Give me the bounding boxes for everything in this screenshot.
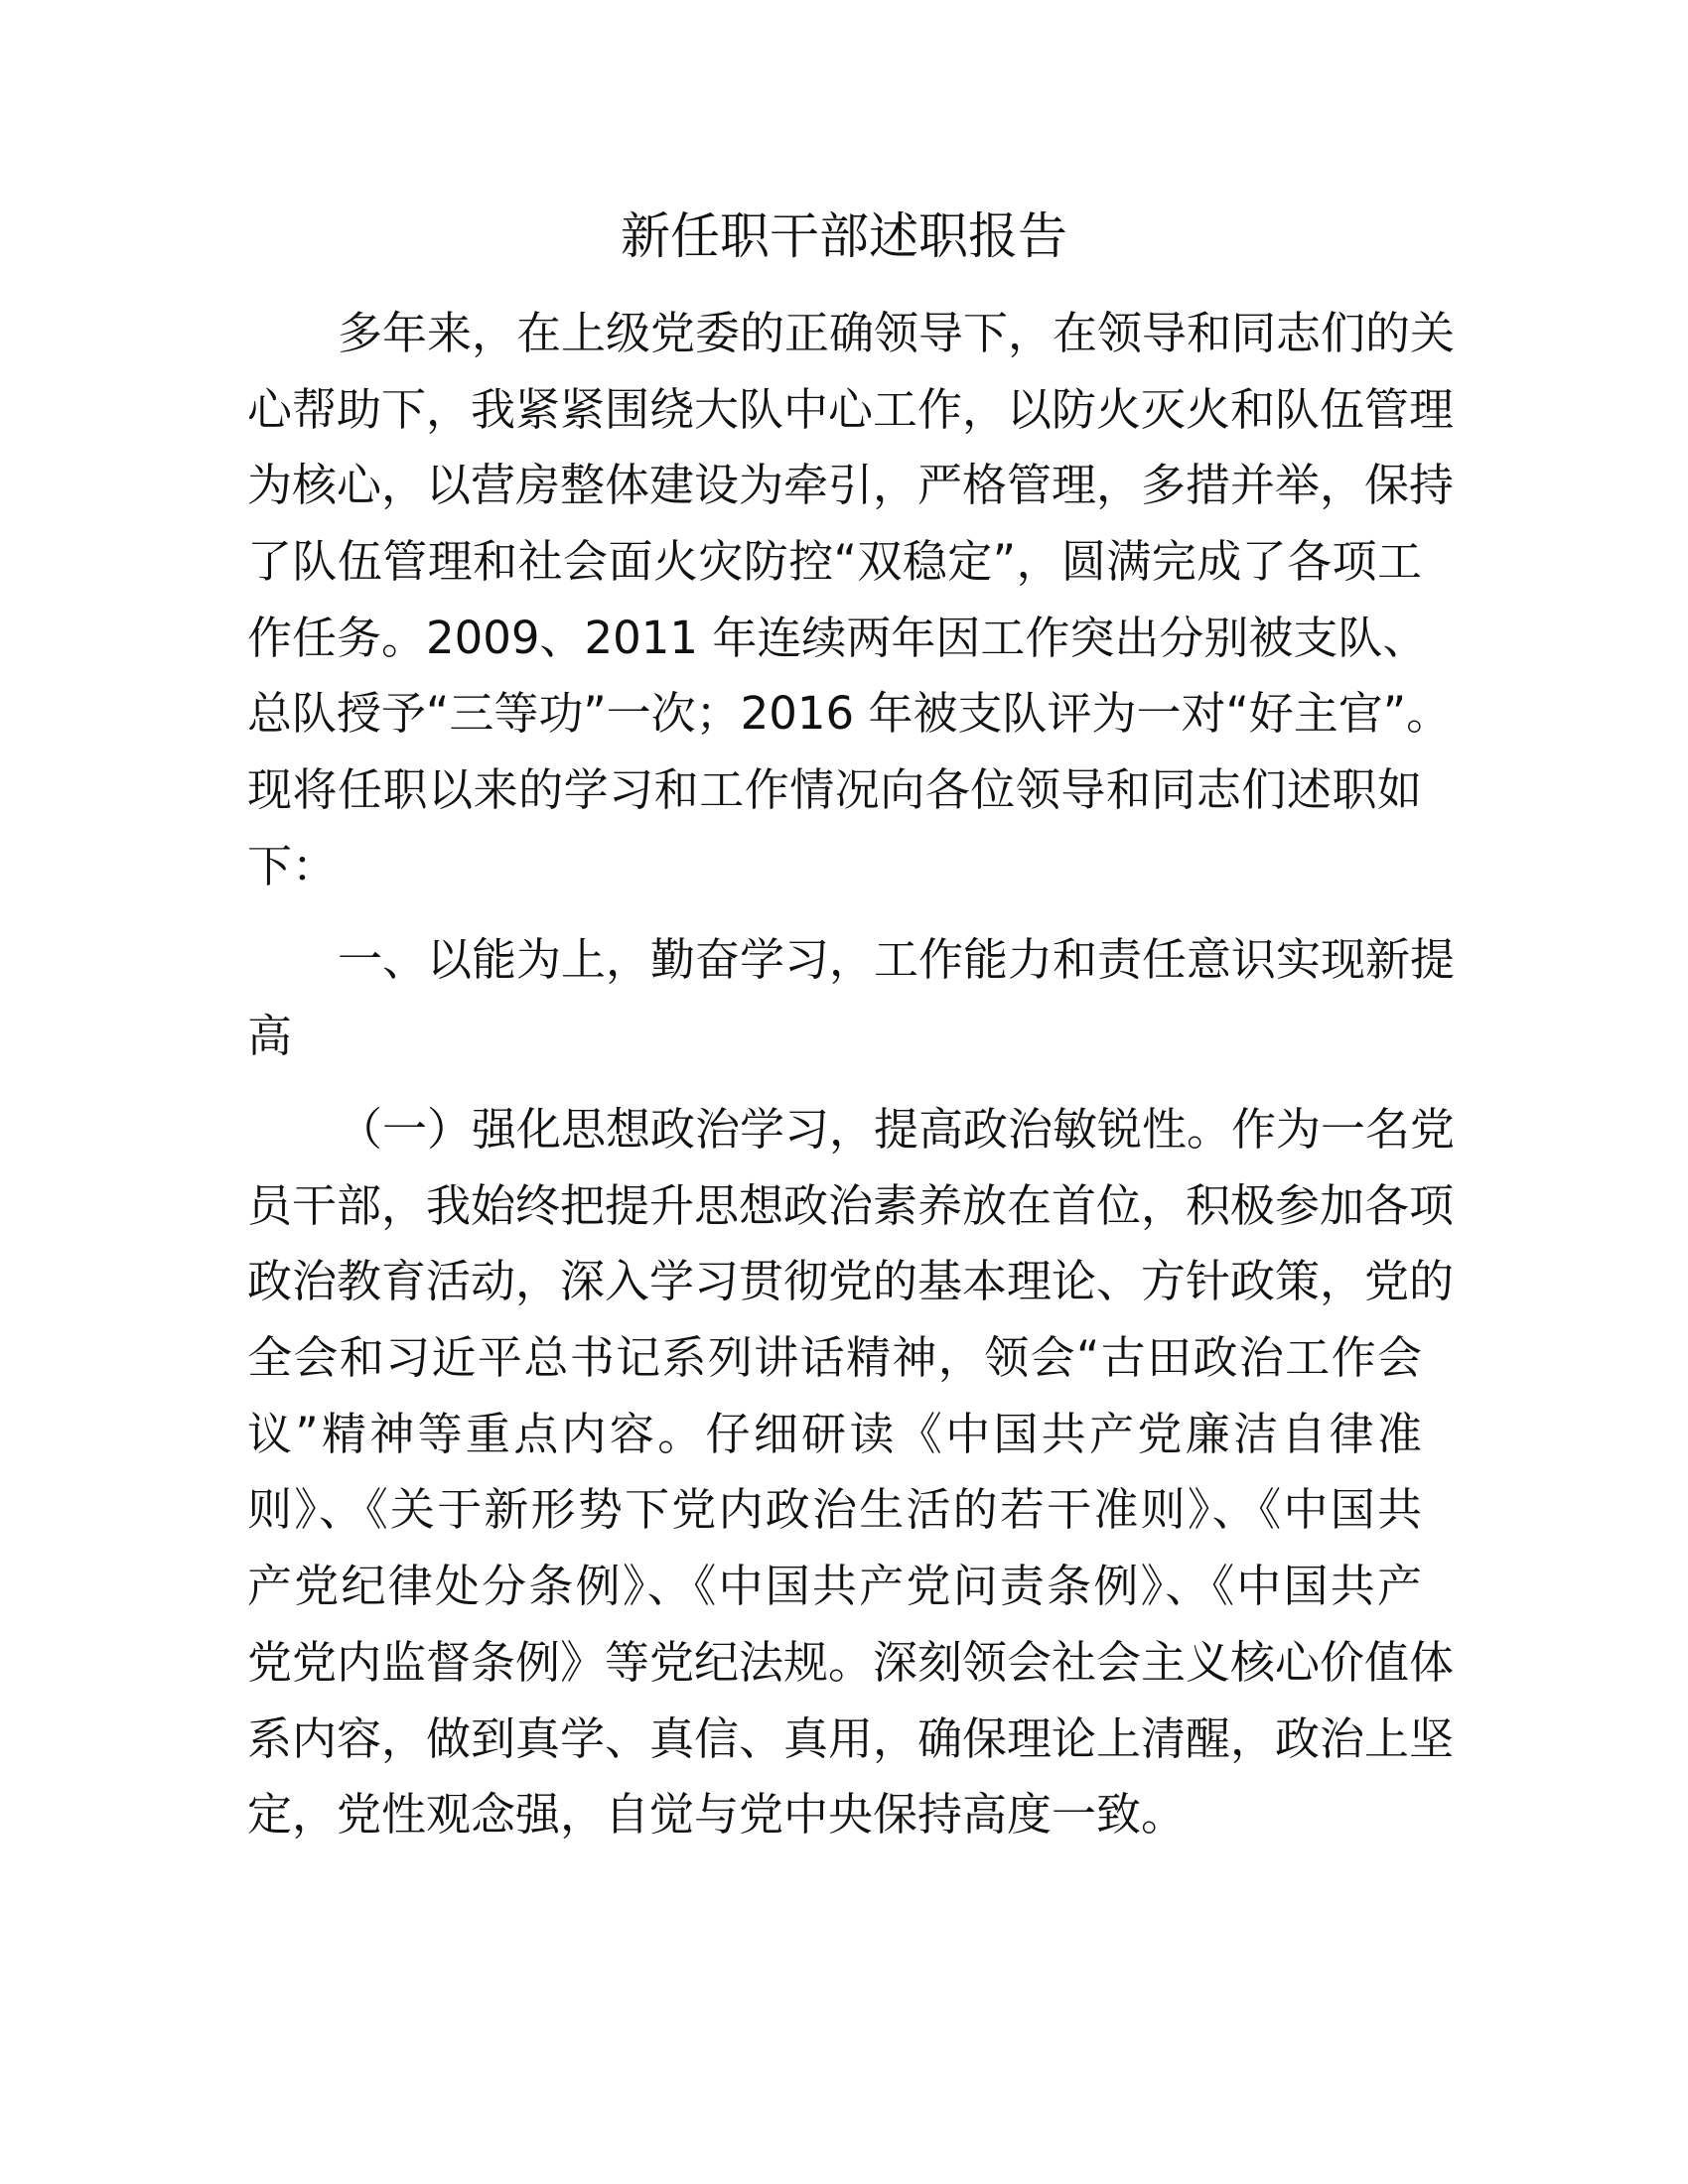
text-line: 现将任职以来的学习和工作情况向各位领导和同志们述职如 <box>247 763 1422 817</box>
text-line: 党党内监督条例》等党纪法规。深刻领会社会主义核心价值体 <box>247 1635 1455 1689</box>
text-line: 多年来，在上级党委的正确领导下，在领导和同志们的关 <box>338 307 1456 359</box>
text-line: 作任务。2009、2011 年连续两年因工作突出分别被支队、 <box>247 611 1428 664</box>
text-line: 心帮助下，我紧紧围绕大队中心工作，以防火灭火和队伍管理 <box>247 382 1455 436</box>
document-title: 新任职干部述职报告 <box>621 207 1067 265</box>
text-line: 员干部，我始终把提升思想政治素养放在首位，积极参加各项 <box>247 1178 1455 1232</box>
subsection-paragraph <box>247 1092 1456 1853</box>
text-line: （一）强化思想政治学习，提高政治敏锐性。作为一名党 <box>338 1103 1456 1156</box>
text-line: 定，党性观念强，自觉与党中央保持高度一致。 <box>247 1788 1187 1842</box>
text-line: 系内容，做到真学、真信、真用，确保理论上清醒，政治上坚 <box>247 1711 1455 1765</box>
text-line: 一、以能为上，勤奋学习，工作能力和责任意识实现新提 <box>338 933 1456 986</box>
text-line: 产党纪律处分条例》、《中国共产党问责条例》、《中国共产 <box>247 1560 1422 1613</box>
section-heading <box>247 922 1456 1074</box>
text-line: 为核心，以营房整体建设为牵引，严格管理，多措并举，保持 <box>247 459 1455 512</box>
intro-paragraph <box>247 296 1456 905</box>
text-line: 总队授予“三等功”一次；2016 年被支队评为一对“好主官”。 <box>247 687 1452 741</box>
text-line: 下： <box>247 839 338 892</box>
text-line: 则》、《关于新形势下党内政治生活的若干准则》、《中国共 <box>247 1483 1422 1537</box>
text-line: 全会和习近平总书记系列讲话精神，领会“古田政治工作会 <box>247 1331 1422 1385</box>
text-line: 高 <box>247 1009 293 1062</box>
text-line: 了队伍管理和社会面火灾防控“双稳定”，圆满完成了各项工 <box>247 535 1422 589</box>
text-line: 议”精神等重点内容。仔细研读《中国共产党廉洁自律准 <box>247 1407 1422 1460</box>
text-line: 政治教育活动，深入学习贯彻党的基本理论、方针政策，党的 <box>247 1255 1455 1308</box>
